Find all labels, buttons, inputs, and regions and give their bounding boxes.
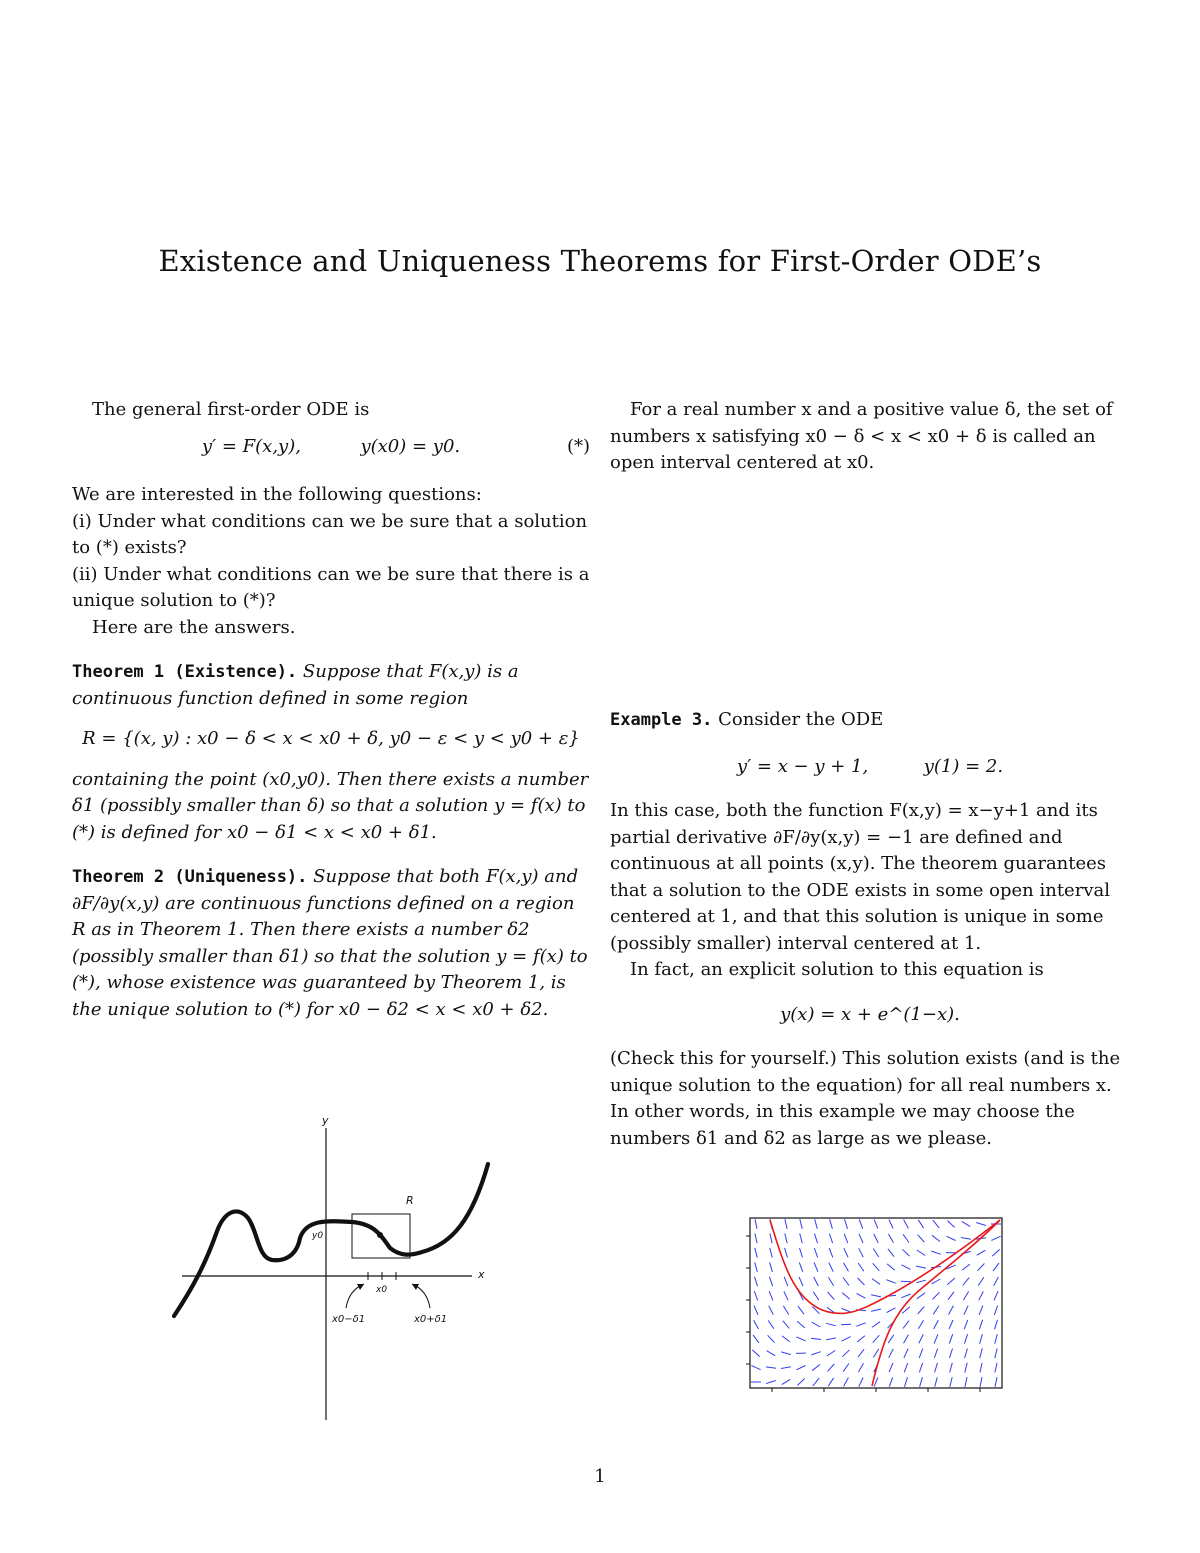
left-column <box>72 397 590 1023</box>
explicit-solution-equation: y(x) = x + e^(1−x). <box>780 1003 960 1025</box>
slope-segment <box>841 1324 851 1325</box>
theorem-1-heading: Theorem 1 (Existence). <box>72 662 298 682</box>
question-2: (ii) Under what conditions can we be sure that there is a unique solution to (*)? <box>72 563 590 611</box>
example-3-initial-condition: y(1) = 2. <box>923 755 1004 777</box>
example-3-body: In this case, both the function F(x,y) = x−y+1 and its partial derivative ∂F/∂y(x,y) = −1 are defined and continuous at all points (x,y). The theorem guarantees that a solution to the ODE exists in some open interval centered at 1, and that this solution is unique in some (possibly smaller) interval centered at 1. <box>610 800 1110 954</box>
example-3-display <box>610 754 1130 781</box>
existence-diagram <box>160 1110 500 1430</box>
questions-intro: We are interested in the following questions: <box>72 484 482 505</box>
theorem-2-body: Suppose that both F(x,y) and ∂F/∂y(x,y) are continuous functions defined on a region R as in Theorem 1. Then there exists a number δ2 (possibly smaller than δ1) so that the solution y = f(x) to (*), whose existence was guaranteed by Theorem 1, is the unique solution to (*) for x0 − δ2 < x < x0 + δ2. <box>72 866 588 1020</box>
page-number: 1 <box>594 1466 606 1487</box>
ode-initial-condition: y(x0) = y0. <box>360 435 461 457</box>
diagram-right-bound-label: x0+δ1 <box>414 1314 448 1325</box>
question-1: (i) Under what conditions can we be sure that a solution to (*) exists? <box>72 510 588 558</box>
diagram-x0-label: x0 <box>376 1285 388 1295</box>
slope-segment <box>901 1281 911 1282</box>
diagram-initial-point <box>377 1232 383 1238</box>
diagram-y-label: y <box>322 1114 329 1127</box>
right-column <box>610 397 1130 477</box>
intro-text: The general first-order ODE is <box>92 399 370 420</box>
theorem-1-body-b: containing the point (x0,y0). Then there exists a number δ1 (possibly smaller than δ) so that a solution y = f(x) to (*) is defined for x0 − δ1 < x < x0 + δ1. <box>72 768 589 843</box>
slope-field-figure <box>732 1206 1008 1406</box>
diagram-solution-curve <box>174 1164 488 1316</box>
theorem-2 <box>72 864 590 1023</box>
theorem-1 <box>72 659 590 712</box>
open-interval-definition: For a real number x and a positive value δ, the set of numbers x satisfying x0 − δ < x < x0 + δ is called an open interval centered at x0. <box>610 399 1113 473</box>
equation-tag: (*) <box>566 435 590 457</box>
diagram-x-label: x <box>478 1268 485 1281</box>
example-3-equation: y′ = x − y + 1, <box>736 755 869 777</box>
check-text: (Check this for yourself.) This solution exists (and is the unique solution to the equation) for all real numbers x. In other words, in this example we may choose the numbers δ1 and δ2 as large as we please. <box>610 1048 1121 1149</box>
diagram-region-label: R <box>406 1194 414 1207</box>
example-3-heading: Example 3. <box>610 710 713 730</box>
ode-display <box>72 434 590 461</box>
explicit-solution-intro: In fact, an explicit solution to this equation is <box>630 959 1044 980</box>
example-3-intro-line <box>610 707 1130 734</box>
region-definition: R = {(x, y) : x0 − δ < x < x0 + δ, y0 − ε < y < y0 + ε} <box>82 728 580 749</box>
theorem-2-heading: Theorem 2 (Uniqueness). <box>72 867 308 887</box>
diagram-y0-label: y0 <box>312 1231 324 1241</box>
theorem-1-body-a: Suppose that F(x,y) is a continuous function defined in some region <box>72 661 519 709</box>
page-title: Existence and Uniqueness Theorems for First-Order ODE’s <box>158 244 1042 278</box>
diagram-left-bound-label: x0−δ1 <box>332 1314 366 1325</box>
answers-intro: Here are the answers. <box>92 616 296 638</box>
example-3-block <box>610 707 1130 1152</box>
example-3-intro: Consider the ODE <box>718 709 884 730</box>
ode-equation: y′ = F(x,y), <box>201 435 301 457</box>
